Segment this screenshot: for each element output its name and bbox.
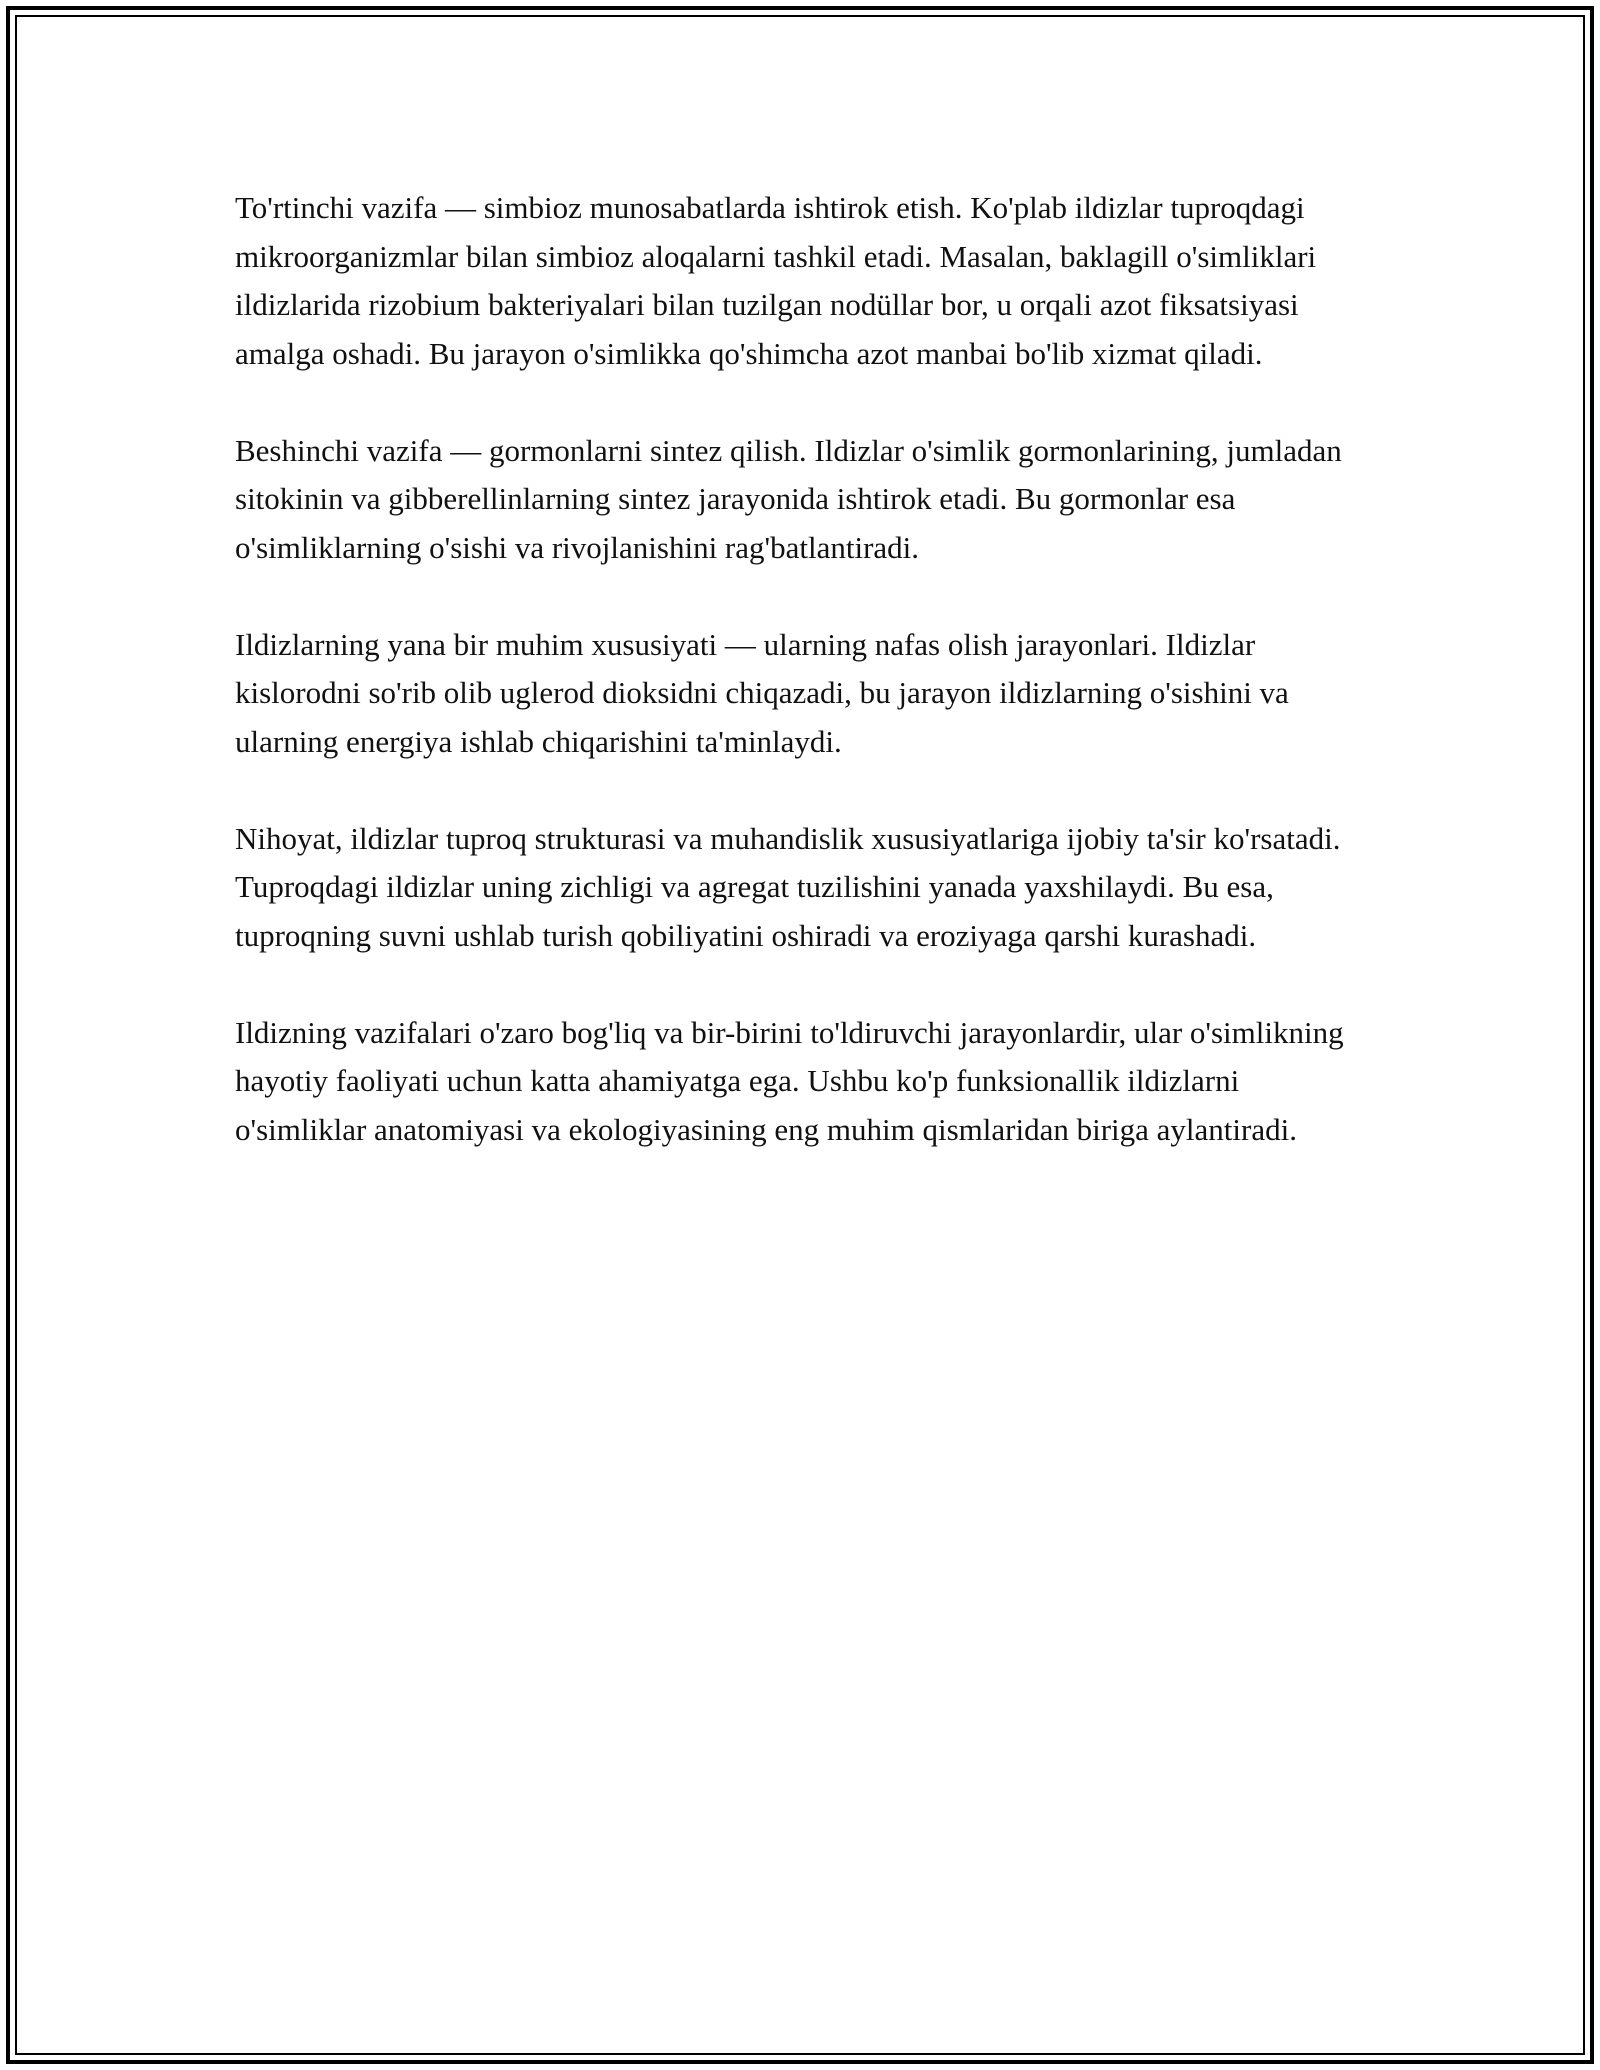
paragraph: Ildizning vazifalari o'zaro bog'liq va bir-birini to'ldiruvchi jarayonlardir, ular o'simlikning hayotiy faoliyati uchun katta ahamiyatga ega. Ushbu ko'p funksionallik ildizlarni o'simliklar anatomiyasi va ekologiyasining eng muhim qismlaridan biriga aylantiradi. [235, 1014, 1344, 1147]
paragraph: To'rtinchi vazifa — simbioz munosabatlarda ishtirok etish. Ko'plab ildizlar tuproqdagi mikroorganizmlar bilan simbioz aloqalarni tashkil etadi. Masalan, baklagill o'simliklari ildizlarida rizobium bakteriyalari bilan tuzilgan nodüllar bor, u orqali azot fiksatsiyasi amalga oshadi. Bu jarayon o'simlikka qo'shimcha azot manbai bo'lib xizmat qiladi. [235, 190, 1317, 371]
paragraph: Ildizlarning yana bir muhim xususiyati — ularning nafas olish jarayonlari. Ildizlar kislorodni so'rib olib uglerod dioksidni chiqazadi, bu jarayon ildizlarning o'sishini va ularning energiya ishlab chiqarishini ta'minlaydi. [235, 626, 1289, 759]
document-body [235, 184, 1375, 1203]
paragraph: Beshinchi vazifa — gormonlarni sintez qilish. Ildizlar o'simlik gormonlarining, jumladan sitokinin va gibberellinlarning sintez jarayonida ishtirok etadi. Bu gormonlar esa o'simliklarning o'sishi va rivojlanishini rag'batlantiradi. [235, 432, 1342, 565]
paragraph: Nihoyat, ildizlar tuproq strukturasi va muhandislik xususiyatlariga ijobiy ta'sir ko'rsatadi. Tuproqdagi ildizlar uning zichligi va agregat tuzilishini yanada yaxshilaydi. Bu esa, tuproqning suvni ushlab turish qobiliyatini oshiradi va eroziyaga qarshi kurashadi. [235, 820, 1341, 953]
